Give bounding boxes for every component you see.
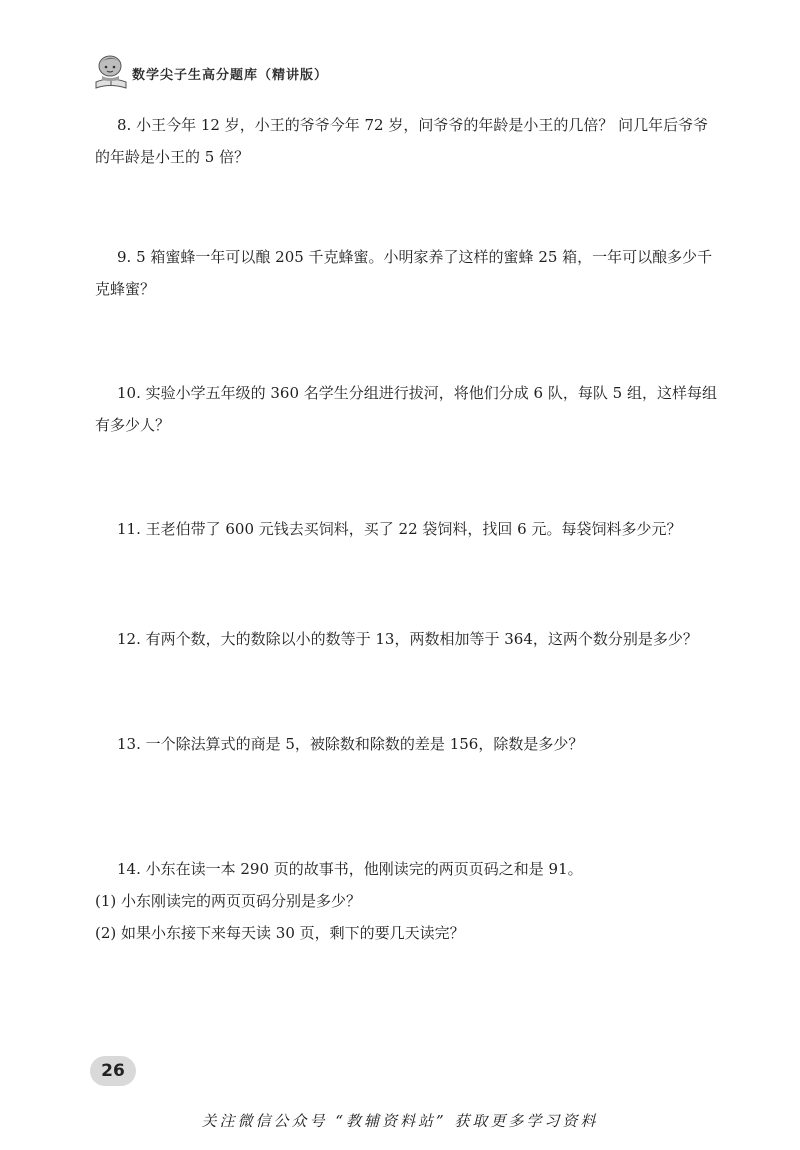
problem-text-line: 9. 5 箱蜜蜂一年可以酿 205 千克蜂蜜。小明家养了这样的蜜蜂 25 箱，一年可以酿多少千	[117, 248, 713, 266]
problem-text-line: 有多少人？	[95, 416, 171, 434]
problem-text-line: 克蜂蜜？	[95, 280, 156, 298]
problem-text-line: 8. 小王今年 12 岁，小王的爷爷今年 72 岁，问爷爷的年龄是小王的几倍？ 问几年后爷爷	[117, 116, 709, 134]
problem-12	[95, 623, 715, 655]
problem-text-line: 11. 王老伯带了 600 元钱去买饲料，买了 22 袋饲料，找回 6 元。每袋饲料多少元？	[117, 520, 682, 538]
problem-text-line: 13. 一个除法算式的商是 5，被除数和除数的差是 156，除数是多少？	[117, 735, 584, 753]
problem-text-line: 12. 有两个数，大的数除以小的数等于 13，两数相加等于 364，这两个数分别是多少？	[117, 630, 698, 648]
problem-11	[95, 513, 715, 545]
problem-13	[95, 728, 715, 760]
problem-text-line: 10. 实验小学五年级的 360 名学生分组进行拔河，将他们分成 6 队，每队 5 组，这样每组	[117, 384, 717, 402]
problem-14	[95, 853, 715, 949]
problem-text-line: 14. 小东在读一本 290 页的故事书，他刚读完的两页页码之和是 91。	[117, 860, 583, 878]
sub-question-1: (1) 小东刚读完的两页页码分别是多少？	[95, 892, 362, 910]
footer-promo-note: 关注微信公众号 “教辅资料站” 获取更多学习资料	[201, 1112, 599, 1130]
page-header	[92, 52, 712, 96]
page-number: 26	[90, 1056, 136, 1086]
problem-text-line: 的年龄是小王的 5 倍？	[95, 148, 250, 166]
series-title: 数学尖子生高分题库（精讲版）	[132, 68, 329, 83]
problem-8	[95, 109, 715, 173]
sub-question-2: (2) 如果小东接下来每天读 30 页，剩下的要几天读完？	[95, 924, 465, 942]
child-reading-book-logo	[92, 52, 136, 92]
problem-9	[95, 241, 715, 305]
problem-10	[95, 377, 715, 441]
